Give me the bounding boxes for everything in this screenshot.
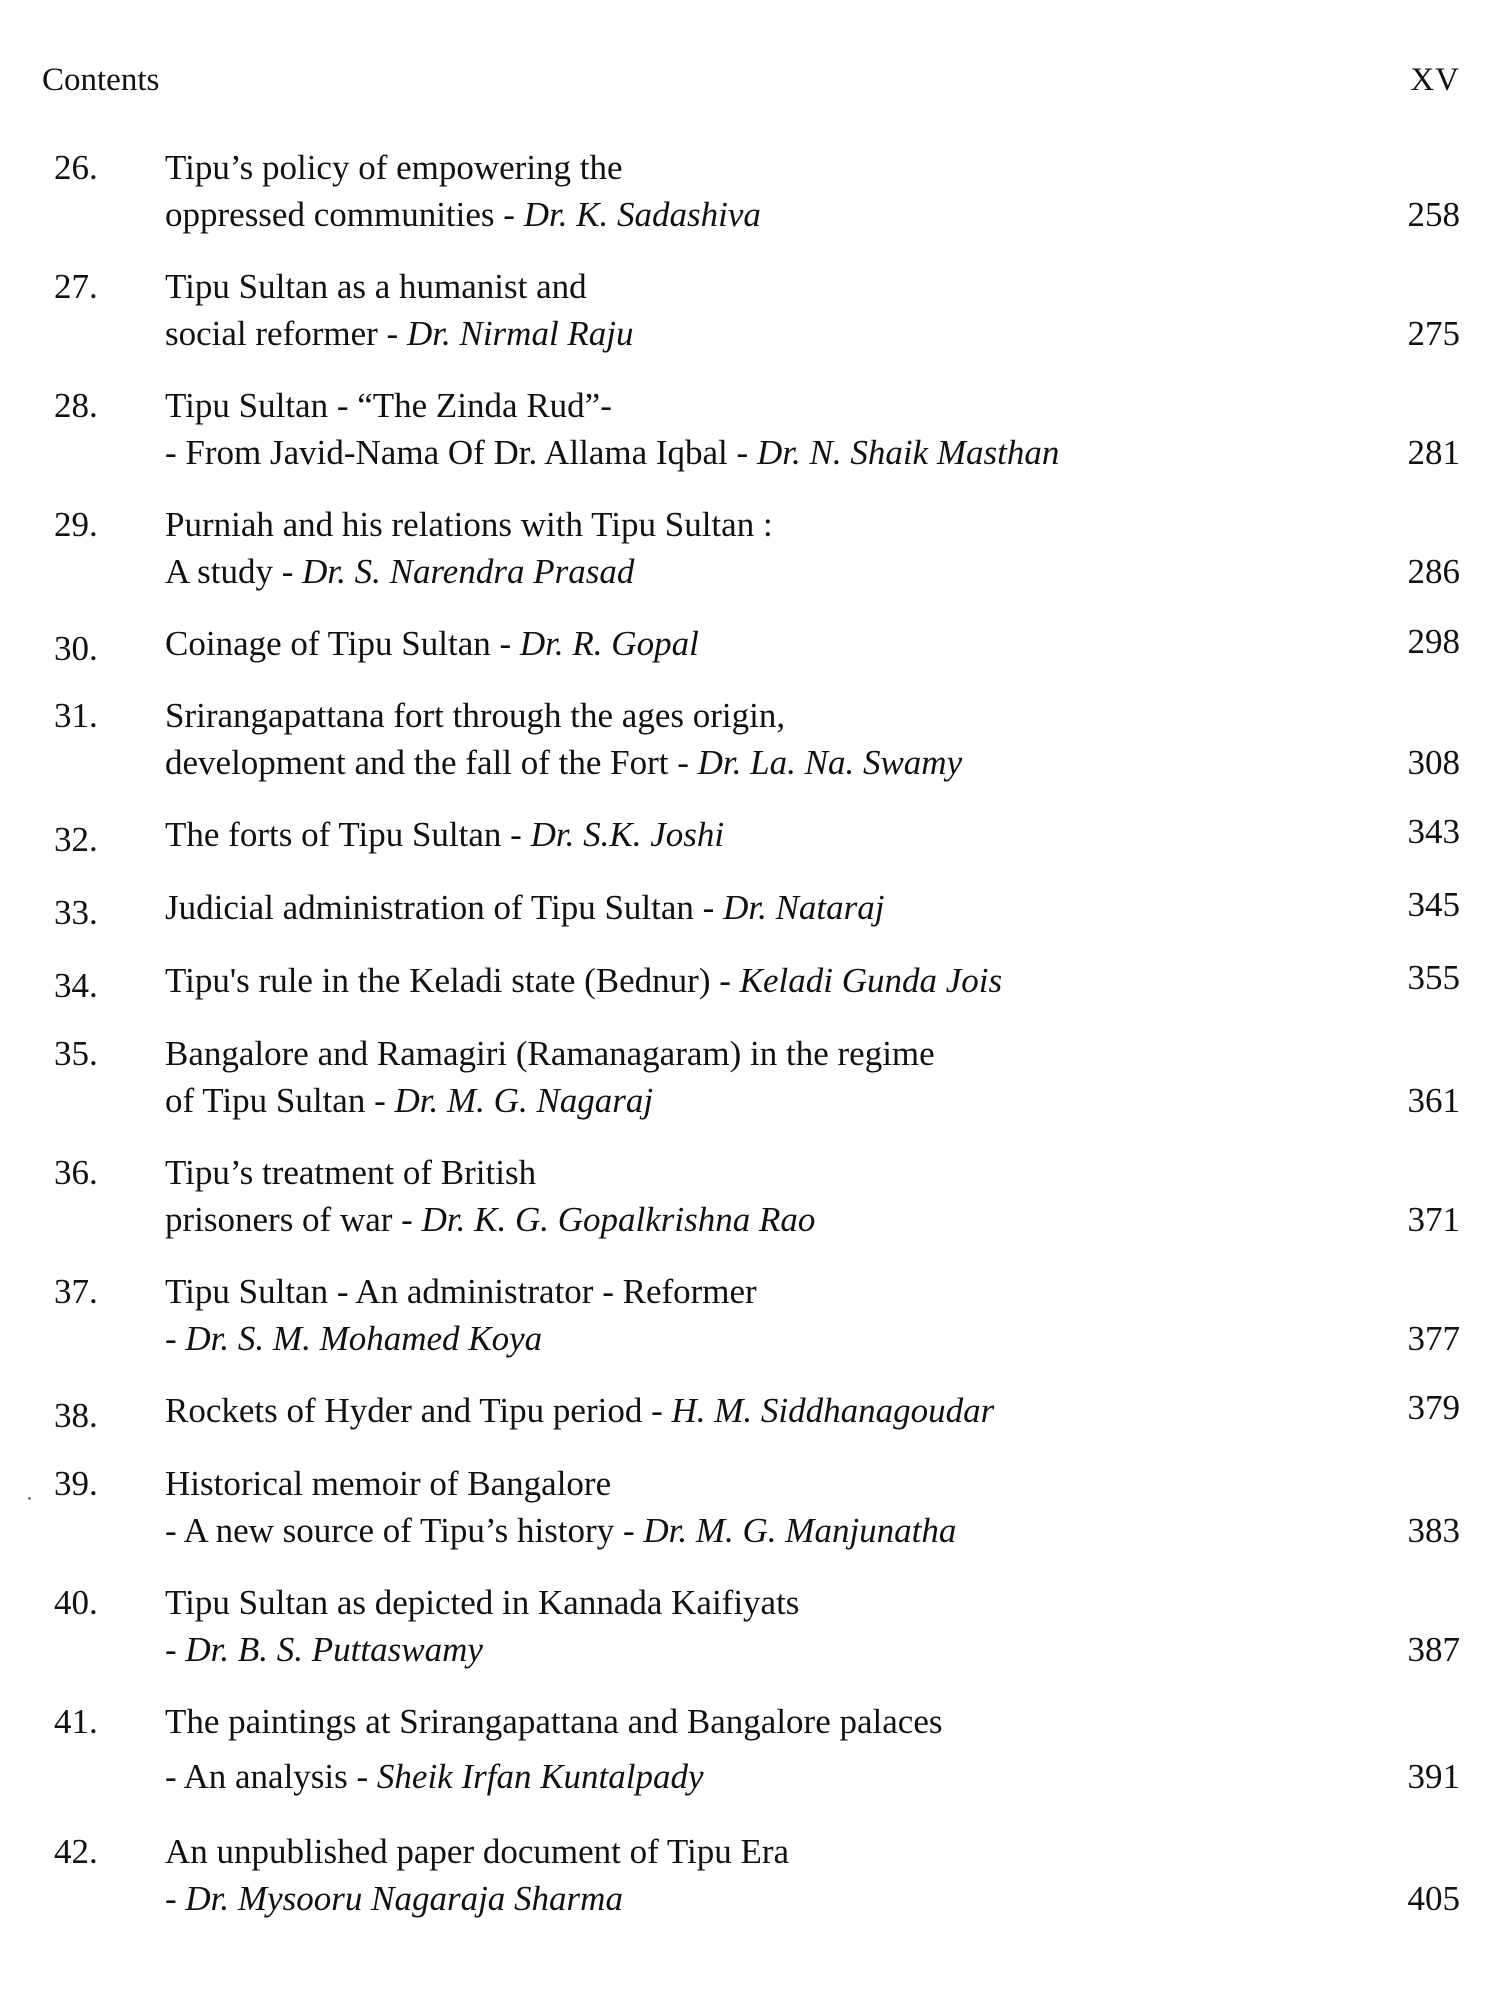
- entry-title: [165, 957, 1285, 1004]
- entry-title-line1: Tipu Sultan as depicted in Kannada Kaifiyats: [165, 1583, 800, 1622]
- entry-title-line2-text: -: [165, 1630, 186, 1669]
- entry-title-line2: [165, 191, 1285, 238]
- entry-title-line1: Tipu Sultan as a humanist and: [165, 267, 587, 306]
- entry-page-number: 391: [1407, 1757, 1460, 1796]
- entry-title-line2-text: of Tipu Sultan -: [165, 1081, 395, 1120]
- entry-title-line1: Tipu’s treatment of British: [165, 1153, 537, 1192]
- entry-title-line2: [165, 739, 1285, 786]
- entry-title-line2: [165, 1196, 1285, 1243]
- entry-author: Dr. La. Na. Swamy: [697, 743, 963, 782]
- entry-title: [165, 1030, 1285, 1124]
- entry-page-number: 343: [1407, 812, 1460, 851]
- entry-number: 33.: [54, 893, 98, 932]
- entry-title-line1: [165, 957, 1285, 1004]
- entry-title-line1-text: Tipu's rule in the Keladi state (Bednur) -: [165, 961, 740, 1000]
- entry-number: 31.: [54, 696, 98, 735]
- entry-number: 40.: [54, 1583, 98, 1622]
- entry-title: [165, 263, 1285, 357]
- entry-number: 27.: [54, 267, 98, 306]
- entry-page-number: 275: [1407, 314, 1460, 353]
- entry-number: 28.: [54, 386, 98, 425]
- entry-page-number: 387: [1407, 1630, 1460, 1669]
- entry-title-line2-text: - An analysis -: [165, 1757, 377, 1796]
- entry-page-number: 361: [1407, 1081, 1460, 1120]
- entry-page-number: 355: [1407, 958, 1460, 997]
- entry-number: 36.: [54, 1153, 98, 1192]
- entry-title-line1-text: The forts of Tipu Sultan -: [165, 815, 531, 854]
- entry-author: Dr. K. Sadashiva: [523, 195, 761, 234]
- entry-title-line2-text: A study -: [165, 552, 303, 591]
- entry-page-number: 383: [1407, 1511, 1460, 1550]
- entry-author: Keladi Gunda Jois: [739, 961, 1003, 1000]
- entry-title: [165, 1387, 1285, 1434]
- entry-title-line1: Srirangapattana fort through the ages origin,: [165, 696, 786, 735]
- entry-number: 41.: [54, 1702, 98, 1741]
- entry-number: 30.: [54, 629, 98, 668]
- entry-title-line1: Purniah and his relations with Tipu Sultan :: [165, 505, 773, 544]
- entry-author: Dr. S. M. Mohamed Koya: [185, 1319, 543, 1358]
- running-head-title: Contents: [42, 62, 160, 98]
- entry-number: 38.: [54, 1396, 98, 1435]
- entry-title-line2: [165, 1077, 1285, 1124]
- entry-title-line1: An unpublished paper document of Tipu Era: [165, 1832, 790, 1871]
- entry-title: [165, 382, 1285, 476]
- entry-author: Dr. K. G. Gopalkrishna Rao: [421, 1200, 816, 1239]
- entry-author: Dr. Nataraj: [723, 888, 885, 927]
- entry-author: Dr. S. Narendra Prasad: [302, 552, 635, 591]
- entry-title-line2: [165, 548, 1285, 595]
- entry-author: Dr. R. Gopal: [519, 624, 699, 663]
- entry-title-line2: [165, 1626, 1285, 1673]
- entry-page-number: 405: [1407, 1879, 1460, 1918]
- entry-title-line1: [165, 884, 1285, 931]
- entry-title-line2-text: - A new source of Tipu’s history -: [165, 1511, 644, 1550]
- entry-title-line2-text: - From Javid-Nama Of Dr. Allama Iqbal -: [165, 433, 757, 472]
- entry-page-number: 371: [1407, 1200, 1460, 1239]
- entry-author: Dr. N. Shaik Masthan: [756, 433, 1060, 472]
- entry-title: [165, 1149, 1285, 1243]
- entry-title: [165, 1579, 1285, 1673]
- entry-number: 34.: [54, 966, 98, 1005]
- entry-title: [165, 1460, 1285, 1554]
- entry-title: [165, 884, 1285, 931]
- entry-page-number: 308: [1407, 743, 1460, 782]
- entry-author: Dr. Nirmal Raju: [406, 314, 634, 353]
- entry-title-line1: Tipu Sultan - An administrator - Reformer: [165, 1272, 757, 1311]
- entry-number: 29.: [54, 505, 98, 544]
- entry-page-number: 286: [1407, 552, 1460, 591]
- entry-number: 26.: [54, 148, 98, 187]
- entry-title-line2: [165, 1315, 1285, 1362]
- entry-title: [165, 1268, 1285, 1362]
- entry-title-line1: Historical memoir of Bangalore: [165, 1464, 612, 1503]
- entry-author: Sheik Irfan Kuntalpady: [376, 1757, 704, 1796]
- entry-title-line2: [165, 429, 1285, 476]
- entry-title-line1-text: Judicial administration of Tipu Sultan -: [165, 888, 724, 927]
- entry-author: Dr. Mysooru Nagaraja Sharma: [185, 1879, 623, 1918]
- entry-title-line1: Tipu Sultan - “The Zinda Rud”-: [165, 386, 612, 425]
- entry-title-line2-text: social reformer -: [165, 314, 407, 353]
- entry-title: [165, 1698, 1285, 1800]
- entry-title: [165, 692, 1285, 786]
- entry-title-line2-text: development and the fall of the Fort -: [165, 743, 698, 782]
- entry-title-line2: [165, 1507, 1285, 1554]
- entry-title-line2-text: prisoners of war -: [165, 1200, 422, 1239]
- entry-number: 42.: [54, 1832, 98, 1871]
- entry-title-line2-text: -: [165, 1879, 186, 1918]
- entry-number: 39.: [54, 1464, 98, 1503]
- entry-title-line2-text: oppressed communities -: [165, 195, 524, 234]
- entry-title-line2-text: -: [165, 1319, 186, 1358]
- entry-title-line1-text: Coinage of Tipu Sultan -: [165, 624, 520, 663]
- entry-author: Dr. B. S. Puttaswamy: [185, 1630, 483, 1669]
- entry-title: [165, 811, 1285, 858]
- entry-page-number: 379: [1407, 1388, 1460, 1427]
- running-head-page-number: XV: [1410, 62, 1460, 98]
- entry-title-line1: [165, 811, 1285, 858]
- entry-title-line1-text: Rockets of Hyder and Tipu period -: [165, 1391, 672, 1430]
- entry-title-line1: Bangalore and Ramagiri (Ramanagaram) in the regime: [165, 1034, 935, 1073]
- entry-author: H. M. Siddhanagoudar: [671, 1391, 995, 1430]
- entry-number: 37.: [54, 1272, 98, 1311]
- entry-author: Dr. M. G. Nagaraj: [394, 1081, 654, 1120]
- entry-title: [165, 620, 1285, 667]
- entry-title-line1: Tipu’s policy of empowering the: [165, 148, 623, 187]
- entry-title: [165, 144, 1285, 238]
- entry-title-line1: [165, 1387, 1285, 1434]
- entry-page-number: 281: [1407, 433, 1460, 472]
- entry-title: [165, 501, 1285, 595]
- entry-title-line2: [165, 1753, 1285, 1800]
- entry-title: [165, 1828, 1285, 1922]
- entry-number: 35.: [54, 1034, 98, 1073]
- entry-author: Dr. S.K. Joshi: [530, 815, 725, 854]
- entry-author: Dr. M. G. Manjunatha: [643, 1511, 957, 1550]
- entry-page-number: 377: [1407, 1319, 1460, 1358]
- entry-page-number: 345: [1407, 885, 1460, 924]
- entry-title-line2: [165, 310, 1285, 357]
- entry-title-line1: [165, 620, 1285, 667]
- entry-title-line1: The paintings at Srirangapattana and Bangalore palaces: [165, 1702, 943, 1741]
- entry-page-number: 298: [1407, 622, 1460, 661]
- entry-number: 32.: [54, 820, 98, 859]
- entry-page-number: 258: [1407, 195, 1460, 234]
- entry-title-line2: [165, 1875, 1285, 1922]
